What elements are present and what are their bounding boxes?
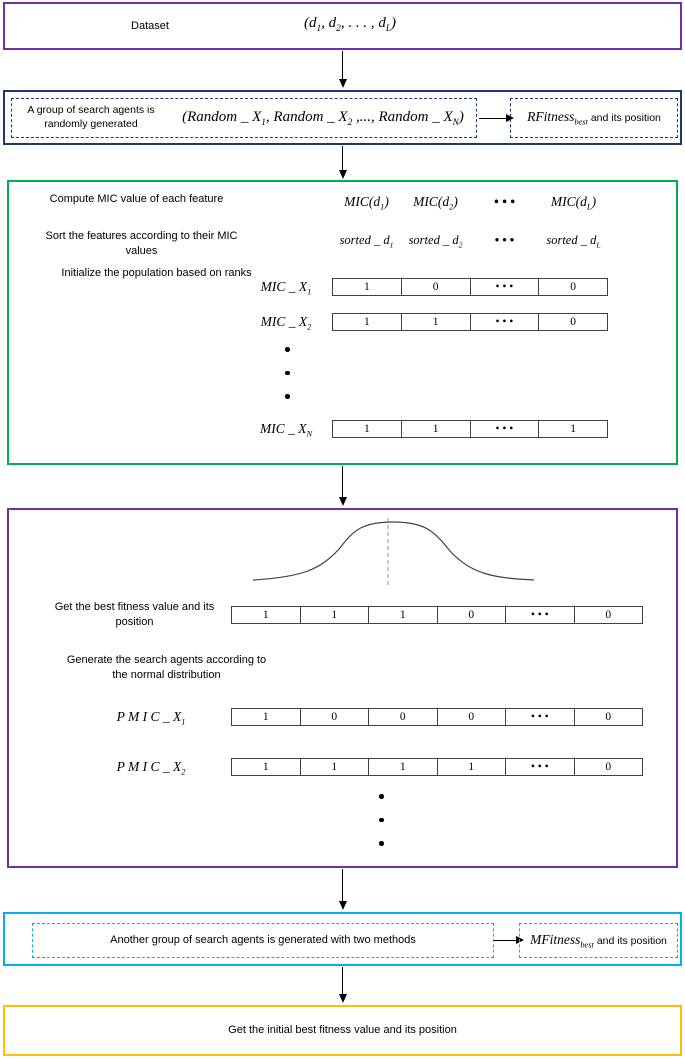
random-agents-label: A group of search agents is randomly generated (27, 104, 155, 130)
table-cell: 0 (401, 278, 471, 296)
generate-agents-label: Generate the search agents according to the normal distribution (66, 654, 267, 681)
mic-x2-label: MIC _ $X_2$ (260, 314, 312, 332)
sorted-value: • • • (494, 233, 515, 247)
table-cell: 0 (300, 708, 370, 726)
ellipsis-agents-icon (379, 794, 384, 846)
mic-value: $MIC(d_1)$ (344, 194, 389, 212)
rfitness-panel (510, 98, 678, 138)
pmic-x2-label: P M I C _ $X_2$ (116, 759, 186, 777)
arrow-mic-to-normal (342, 466, 343, 497)
sort-features-label: Sort the features according to their MIC values (45, 230, 238, 257)
mic-xn-cells (332, 420, 608, 438)
sorted-values-row (332, 233, 608, 250)
sorted-value: sorted _ $d_1$ (339, 233, 394, 250)
mfitness-formula: MFitness$_{best}$ (530, 931, 594, 950)
mic-x2-cells (332, 313, 608, 331)
table-cell: 1 (332, 313, 402, 331)
final-box (3, 1005, 682, 1056)
mic-value: $MIC(d_2)$ (413, 194, 458, 212)
table-cell: 1 (401, 313, 471, 331)
mic-value: • • • (494, 194, 515, 209)
table-cell: 1 (368, 606, 438, 624)
table-cell: 0 (437, 606, 507, 624)
table-cell: 1 (332, 278, 402, 296)
table-cell: 0 (574, 606, 644, 624)
pmic-x1-label: P M I C _ $X_1$ (116, 709, 186, 727)
table-cell: 1 (368, 758, 438, 776)
table-cell: 1 (401, 420, 471, 438)
arrow-random-to-mic (342, 146, 343, 170)
random-agents-formula: (Random _ $X_1$, Random _ $X_2$ ,..., Random _ $X_N$) (182, 108, 464, 128)
best-fitness-label: Get the best fitness value and its position (54, 601, 215, 628)
final-label: Get the initial best fitness value and its position (228, 1024, 457, 1037)
mfitness-panel (519, 923, 678, 958)
arrow-normal-to-merge (342, 869, 343, 901)
mic-x1-label: MIC _ $X_1$ (260, 279, 312, 297)
dataset-label: Dataset (131, 20, 169, 32)
mic-value: $MIC(d_L)$ (550, 194, 597, 212)
table-cell: • • • (505, 708, 575, 726)
arrow-to-mfitness (494, 940, 516, 941)
arrow-merge-to-final (342, 967, 343, 994)
mic-xn-label: MIC _ $X_N$ (259, 421, 313, 439)
sorted-value: sorted _ $d_L$ (546, 233, 601, 250)
table-cell: 0 (574, 708, 644, 726)
table-cell: 0 (538, 313, 608, 331)
table-cell: 0 (538, 278, 608, 296)
pmic-x2-cells (231, 758, 643, 776)
table-cell: 1 (300, 606, 370, 624)
table-cell: 0 (368, 708, 438, 726)
merge-label: Another group of search agents is generated with two methods (110, 934, 416, 947)
mic-population-box (7, 180, 678, 465)
table-cell: • • • (470, 313, 540, 331)
table-cell: 1 (300, 758, 370, 776)
ellipsis-population-icon (285, 347, 290, 399)
mic-x1-cells (332, 278, 608, 296)
best-fitness-cells (231, 606, 643, 624)
table-cell: 1 (231, 708, 301, 726)
arrow-to-rfitness (479, 118, 506, 119)
mfitness-suffix: and its position (596, 934, 667, 947)
mic-values-row (332, 194, 608, 212)
rfitness-formula: RFitness$_{best}$ (527, 109, 588, 127)
normal-distribution-box (7, 508, 678, 868)
table-cell: 0 (574, 758, 644, 776)
table-cell: 1 (332, 420, 402, 438)
rfitness-suffix: and its position (590, 112, 661, 124)
init-population-label: Initialize the population based on ranks (61, 267, 252, 279)
table-cell: • • • (470, 278, 540, 296)
table-cell: 1 (437, 758, 507, 776)
compute-mic-label: Compute MIC value of each feature (49, 193, 224, 205)
merge-panel (32, 923, 494, 958)
table-cell: 1 (231, 758, 301, 776)
table-cell: 1 (538, 420, 608, 438)
dataset-box (3, 2, 682, 50)
table-cell: • • • (470, 420, 540, 438)
normal-curve (250, 516, 537, 588)
dataset-formula: ($d_1$, $d_2$, . . . , $d_L$) (304, 15, 396, 34)
pmic-x1-cells (231, 708, 643, 726)
bell-curve-path (253, 522, 534, 580)
table-cell: 0 (437, 708, 507, 726)
merge-agents-box (3, 912, 682, 966)
random-agents-box (3, 90, 682, 145)
table-cell: • • • (505, 606, 575, 624)
sorted-value: sorted _ $d_2$ (408, 233, 463, 250)
table-cell: • • • (505, 758, 575, 776)
table-cell: 1 (231, 606, 301, 624)
arrow-dataset-to-random (342, 51, 343, 79)
random-generation-panel (11, 98, 477, 138)
